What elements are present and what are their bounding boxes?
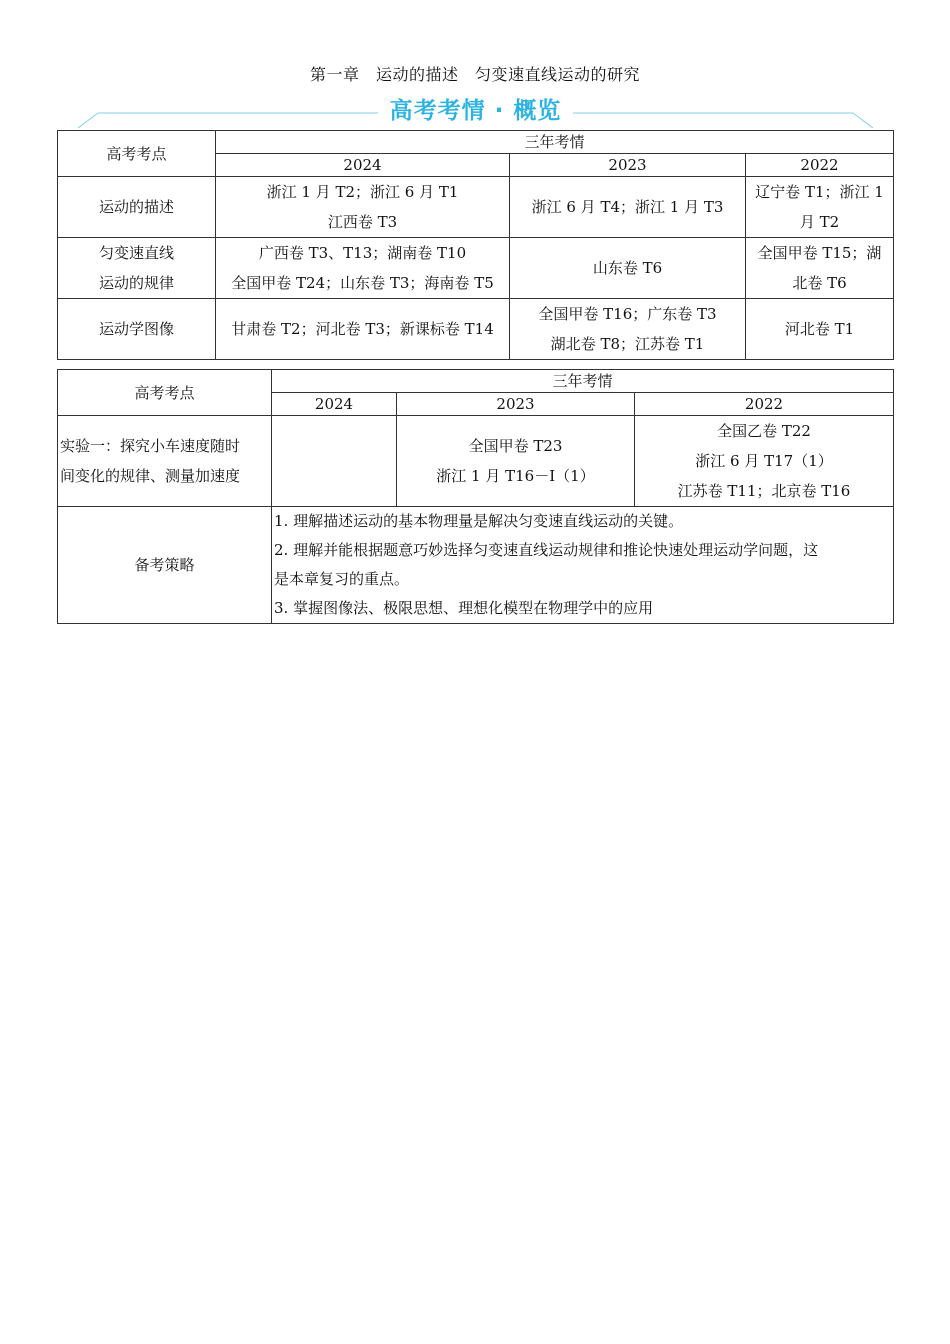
cell-2024 xyxy=(272,416,397,507)
header-year-2022: 2022 xyxy=(746,154,894,177)
header-three-years: 三年考情 xyxy=(272,370,894,393)
topic-cell: 运动学图像 xyxy=(58,299,216,360)
exam-overview-table xyxy=(57,130,894,360)
cell-2023: 浙江 6 月 T4；浙江 1 月 T3 xyxy=(510,177,746,238)
topic-cell: 匀变速直线 运动的规律 xyxy=(58,238,216,299)
header-year-2022: 2022 xyxy=(635,393,894,416)
banner-title: 高考考情 · 概览 xyxy=(389,98,562,124)
strategy-content xyxy=(272,507,894,624)
cell-2023: 全国甲卷 T23 浙江 1 月 T16－Ⅰ（1） xyxy=(397,416,635,507)
header-topic: 高考考点 xyxy=(58,370,272,416)
header-year-2023: 2023 xyxy=(397,393,635,416)
table-row xyxy=(58,416,894,507)
header-three-years: 三年考情 xyxy=(216,131,894,154)
table-row xyxy=(58,299,894,360)
strategy-line: 3. 掌握图像法、极限思想、理想化模型在物理学中的应用 xyxy=(274,599,654,617)
topic-cell: 实验一：探究小车速度随时 间变化的规律、测量加速度 xyxy=(58,416,272,507)
cell-2023: 全国甲卷 T16；广东卷 T3 湖北卷 T8；江苏卷 T1 xyxy=(510,299,746,360)
cell-2022: 全国乙卷 T22 浙江 6 月 T17（1） 江苏卷 T11；北京卷 T16 xyxy=(635,416,894,507)
table-row xyxy=(58,238,894,299)
cell-2024: 浙江 1 月 T2；浙江 6 月 T1 江西卷 T3 xyxy=(216,177,510,238)
header-year-2023: 2023 xyxy=(510,154,746,177)
cell-2024: 广西卷 T3、T13；湖南卷 T10 全国甲卷 T24；山东卷 T3；海南卷 T5 xyxy=(216,238,510,299)
section-banner xyxy=(78,96,873,130)
chapter-title: 第一章 运动的描述 匀变速直线运动的研究 xyxy=(309,65,640,84)
strategy-line: 1. 理解描述运动的基本物理量是解决匀变速直线运动的关键。 xyxy=(274,512,684,530)
cell-2022: 全国甲卷 T15；湖 北卷 T6 xyxy=(746,238,894,299)
cell-2022: 辽宁卷 T1；浙江 1 月 T2 xyxy=(746,177,894,238)
strategy-label: 备考策略 xyxy=(58,507,272,624)
header-topic: 高考考点 xyxy=(58,131,216,177)
table-row xyxy=(58,507,894,624)
header-year-2024: 2024 xyxy=(216,154,510,177)
strategy-line: 2. 理解并能根据题意巧妙选择匀变速直线运动规律和推论快速处理运动学问题，这 xyxy=(274,541,819,559)
header-year-2024: 2024 xyxy=(272,393,397,416)
cell-2022: 河北卷 T1 xyxy=(746,299,894,360)
topic-cell: 运动的描述 xyxy=(58,177,216,238)
experiment-strategy-table xyxy=(57,369,894,624)
strategy-line: 是本章复习的重点。 xyxy=(274,570,410,588)
cell-2023: 山东卷 T6 xyxy=(510,238,746,299)
table-row xyxy=(58,177,894,238)
cell-2024: 甘肃卷 T2；河北卷 T3；新课标卷 T14 xyxy=(216,299,510,360)
